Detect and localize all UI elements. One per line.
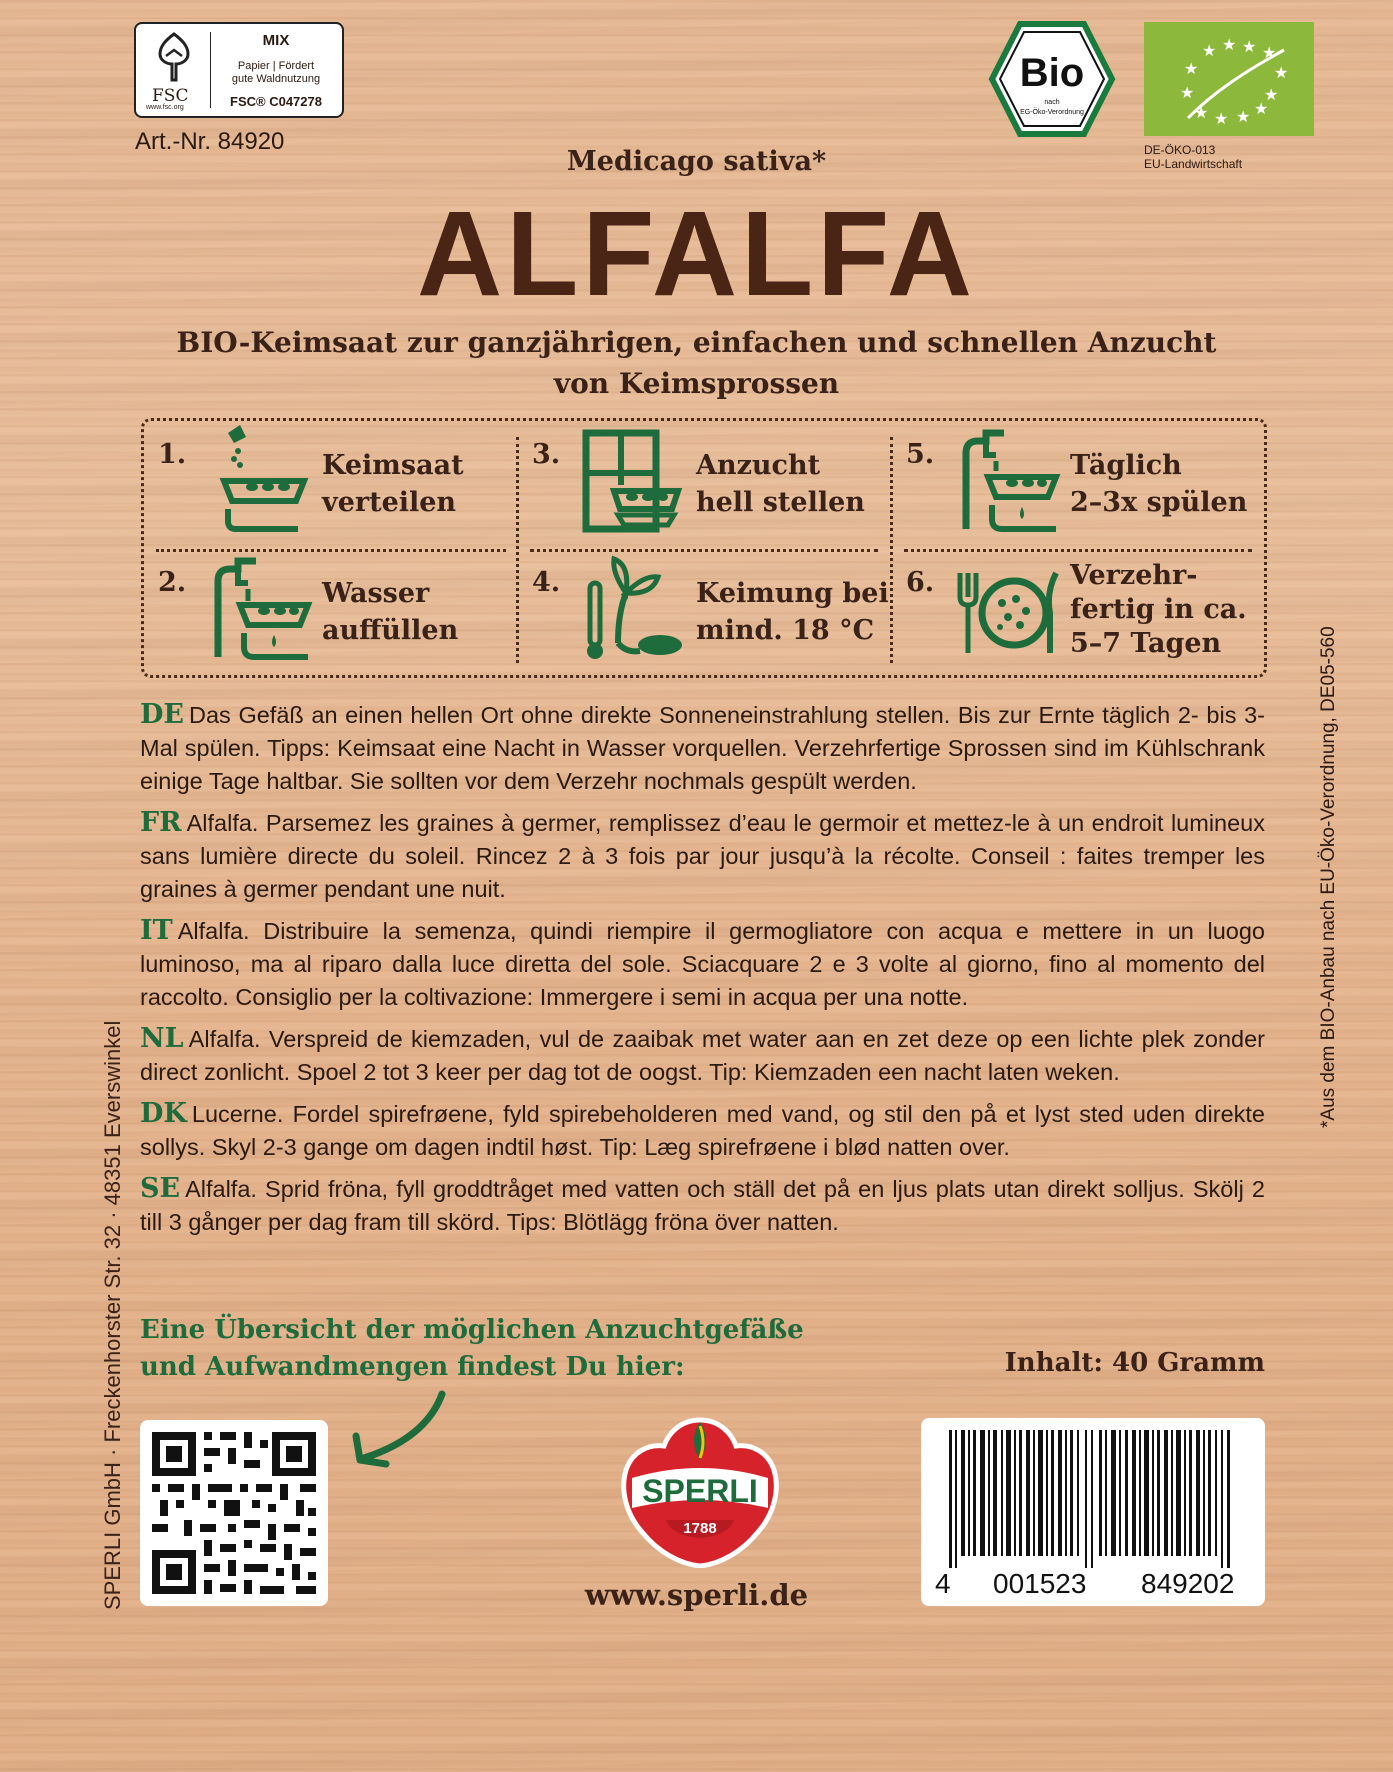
paragraph-text: Alfalfa. Verspreid de kiemzaden, vul de zaaibak met water aan en zet deze op een lichte plek zonder direct zonlicht. Spoel 2 tot 3 keer per dag tot de oogst. Tip: Kiemzaden een nacht laten weken. xyxy=(140,1026,1265,1085)
fsc-paper-line1: Papier | Fördert xyxy=(237,60,315,72)
svg-text:★: ★ xyxy=(1262,43,1277,62)
bio-seal-text: Bio xyxy=(1019,51,1085,95)
svg-text:★: ★ xyxy=(1274,63,1289,82)
eu-code-line1: DE-ÖKO-013 xyxy=(1144,143,1216,157)
paragraph-se xyxy=(140,1172,1265,1239)
barcode-group-2: 849202 xyxy=(1141,1568,1235,1599)
lang-code: NL xyxy=(140,1023,184,1054)
lang-code: IT xyxy=(140,915,173,946)
plate-icon xyxy=(952,553,1062,663)
step-6 xyxy=(892,549,1252,669)
fsc-tree-icon xyxy=(146,30,202,86)
product-subtitle: BIO-Keimsaat zur ganzjährigen, einfachen und schnellen Anzucht von Keimsprossen xyxy=(176,326,1217,400)
svg-text:★: ★ xyxy=(1180,83,1195,102)
fsc-url: www.fsc.org xyxy=(146,104,184,111)
lang-code: FR xyxy=(140,807,182,838)
paragraph-nl xyxy=(140,1022,1265,1089)
paragraph-text: Alfalfa. Distribuire la semenza, quindi riempire il germogliatore con acqua e mettere in un luogo luminoso, ma al riparo dalla luce diretta del sole. Sciacquare 2 e 3 volte al giorno, fino al momento del raccolto. Consiglio per la coltivazione: Immergere i semi in acqua per una notte. xyxy=(140,918,1265,1010)
step-number: 5. xyxy=(906,439,935,470)
svg-text:★: ★ xyxy=(1194,103,1209,122)
step-text: Verzehr- fertig in ca. 5–7 Tagen xyxy=(1070,560,1247,659)
organic-footnote-text: *Aus dem BIO-Anbau nach EU-Öko-Verordnung, DE05-560 xyxy=(1318,626,1339,1128)
paragraph-text: Das Gefäß an einen hellen Ort ohne direkte Sonneneinstrahlung stellen. Bis zur Ernte täglich 2- bis 3-Mal spülen. Tipps: Keimsaat eine Nacht in Wasser vorquellen. Verzehrfertige Sprossen sind im Kühlschrank einige Tage haltbar. Sie sollten vor dem Verzehr nochmals gespült werden. xyxy=(140,702,1265,794)
svg-text:★: ★ xyxy=(1236,107,1251,126)
multilingual-instructions xyxy=(140,698,1265,1247)
step-3 xyxy=(518,421,878,541)
step-number: 6. xyxy=(906,567,935,598)
step-text: Keimsaat verteilen xyxy=(322,450,464,518)
step-text: Keimung bei mind. 18 °C xyxy=(696,578,889,646)
company-address xyxy=(70,910,125,1610)
barcode-group-1: 001523 xyxy=(993,1568,1087,1599)
paragraph-text: Lucerne. Fordel spirefrøene, fyld spirebeholderen med vand, og stil den på et lyst sted uden direkte sollys. Skyl 2-3 gange om dagen indtil høst. Tip: Læg spirefrøene i blød natten over. xyxy=(140,1101,1265,1160)
organic-footnote xyxy=(1290,548,1339,1128)
article-number: Art.-Nr. 84920 xyxy=(135,128,285,155)
svg-text:★: ★ xyxy=(1254,99,1269,118)
paragraph-text: Alfalfa. Parsemez les graines à germer, remplissez d’eau le germoir et mettez-le à un endroit lumineux sans lumière directe du soleil. Rincez 2 à 3 fois par jour jusqu’à la récolte. Conseil : faites tremper les graines à germer pendant une nuit. xyxy=(140,810,1265,902)
svg-text:★: ★ xyxy=(1184,59,1199,78)
bio-seal-icon xyxy=(988,20,1116,138)
svg-text:★: ★ xyxy=(1202,41,1217,60)
overview-hint: Eine Übersicht der möglichen Anzuchtgefäße und Aufwandmengen findest Du hier: xyxy=(140,1315,804,1382)
instruction-steps xyxy=(141,418,1267,678)
step-number: 1. xyxy=(158,439,187,470)
svg-text:★: ★ xyxy=(1242,37,1257,56)
lang-code: DK xyxy=(140,1098,187,1129)
sperli-logo xyxy=(618,1416,782,1568)
lang-code: DE xyxy=(140,699,184,730)
step-number: 3. xyxy=(532,439,561,470)
fsc-label-box xyxy=(134,22,344,118)
step-text: Täglich 2–3x spülen xyxy=(1070,450,1248,518)
tap-rinse-icon xyxy=(952,425,1062,535)
window-icon xyxy=(578,425,688,535)
eu-code-line2: EU-Landwirtschaft xyxy=(1144,157,1243,171)
fsc-text: FSC xyxy=(152,86,189,106)
step-5 xyxy=(892,421,1252,541)
company-address-text: SPERLI GmbH · Freckenhorster Str. 32 · 48351 Everswinkel xyxy=(100,1020,125,1610)
fsc-code: FSC® C047278 xyxy=(230,94,322,109)
thermometer-sprout-icon xyxy=(578,553,688,663)
logo-name: SPERLI xyxy=(642,1473,758,1509)
step-text: Anzucht hell stellen xyxy=(696,450,865,518)
step-text: Wasser auffüllen xyxy=(322,578,459,646)
barcode xyxy=(921,1418,1265,1606)
paragraph-fr xyxy=(140,806,1265,906)
step-number: 2. xyxy=(158,567,187,598)
website-link[interactable]: www.sperli.de xyxy=(584,1578,809,1612)
lang-code: SE xyxy=(140,1173,181,1204)
seed-bowl-icon xyxy=(204,425,314,535)
bio-seal-sub1: nach xyxy=(1044,99,1060,106)
barcode-bars-icon xyxy=(921,1418,1265,1568)
paragraph-it xyxy=(140,914,1265,1014)
eu-organic-logo xyxy=(1144,22,1314,136)
svg-text:★: ★ xyxy=(1264,85,1279,104)
fsc-divider xyxy=(210,32,211,108)
content-amount: Inhalt: 40 Gramm xyxy=(1004,1348,1265,1378)
product-title: ALFALFA xyxy=(417,186,976,322)
bio-seal-sub2: EG-Öko-Verordnung xyxy=(1020,109,1084,116)
eu-leaf-stars-icon xyxy=(1144,22,1314,136)
barcode-digit-first: 4 xyxy=(935,1568,951,1599)
latin-name: Medicago sativa* xyxy=(566,146,827,177)
svg-text:★: ★ xyxy=(1222,35,1237,54)
fsc-paper-line2: gute Waldnutzung xyxy=(231,73,321,85)
paragraph-dk xyxy=(140,1097,1265,1164)
tap-fill-icon xyxy=(204,553,314,663)
paragraph-text: Alfalfa. Sprid fröna, fyll groddtråget med vatten och ställ det på en ljus plats utan direkt solljus. Skölj 2 till 3 gånger per dag fram till skörd. Tips: Blötlägg fröna över natten. xyxy=(140,1176,1265,1235)
logo-year: 1788 xyxy=(683,1520,717,1537)
svg-text:★: ★ xyxy=(1214,109,1229,128)
paragraph-de xyxy=(140,698,1265,798)
step-2 xyxy=(144,549,504,669)
step-number: 4. xyxy=(532,567,561,598)
fsc-mix: MIX xyxy=(262,32,290,49)
step-4 xyxy=(518,549,889,669)
step-1 xyxy=(144,421,504,541)
fsc-paper-text xyxy=(216,60,336,86)
arrow-icon xyxy=(346,1386,456,1476)
